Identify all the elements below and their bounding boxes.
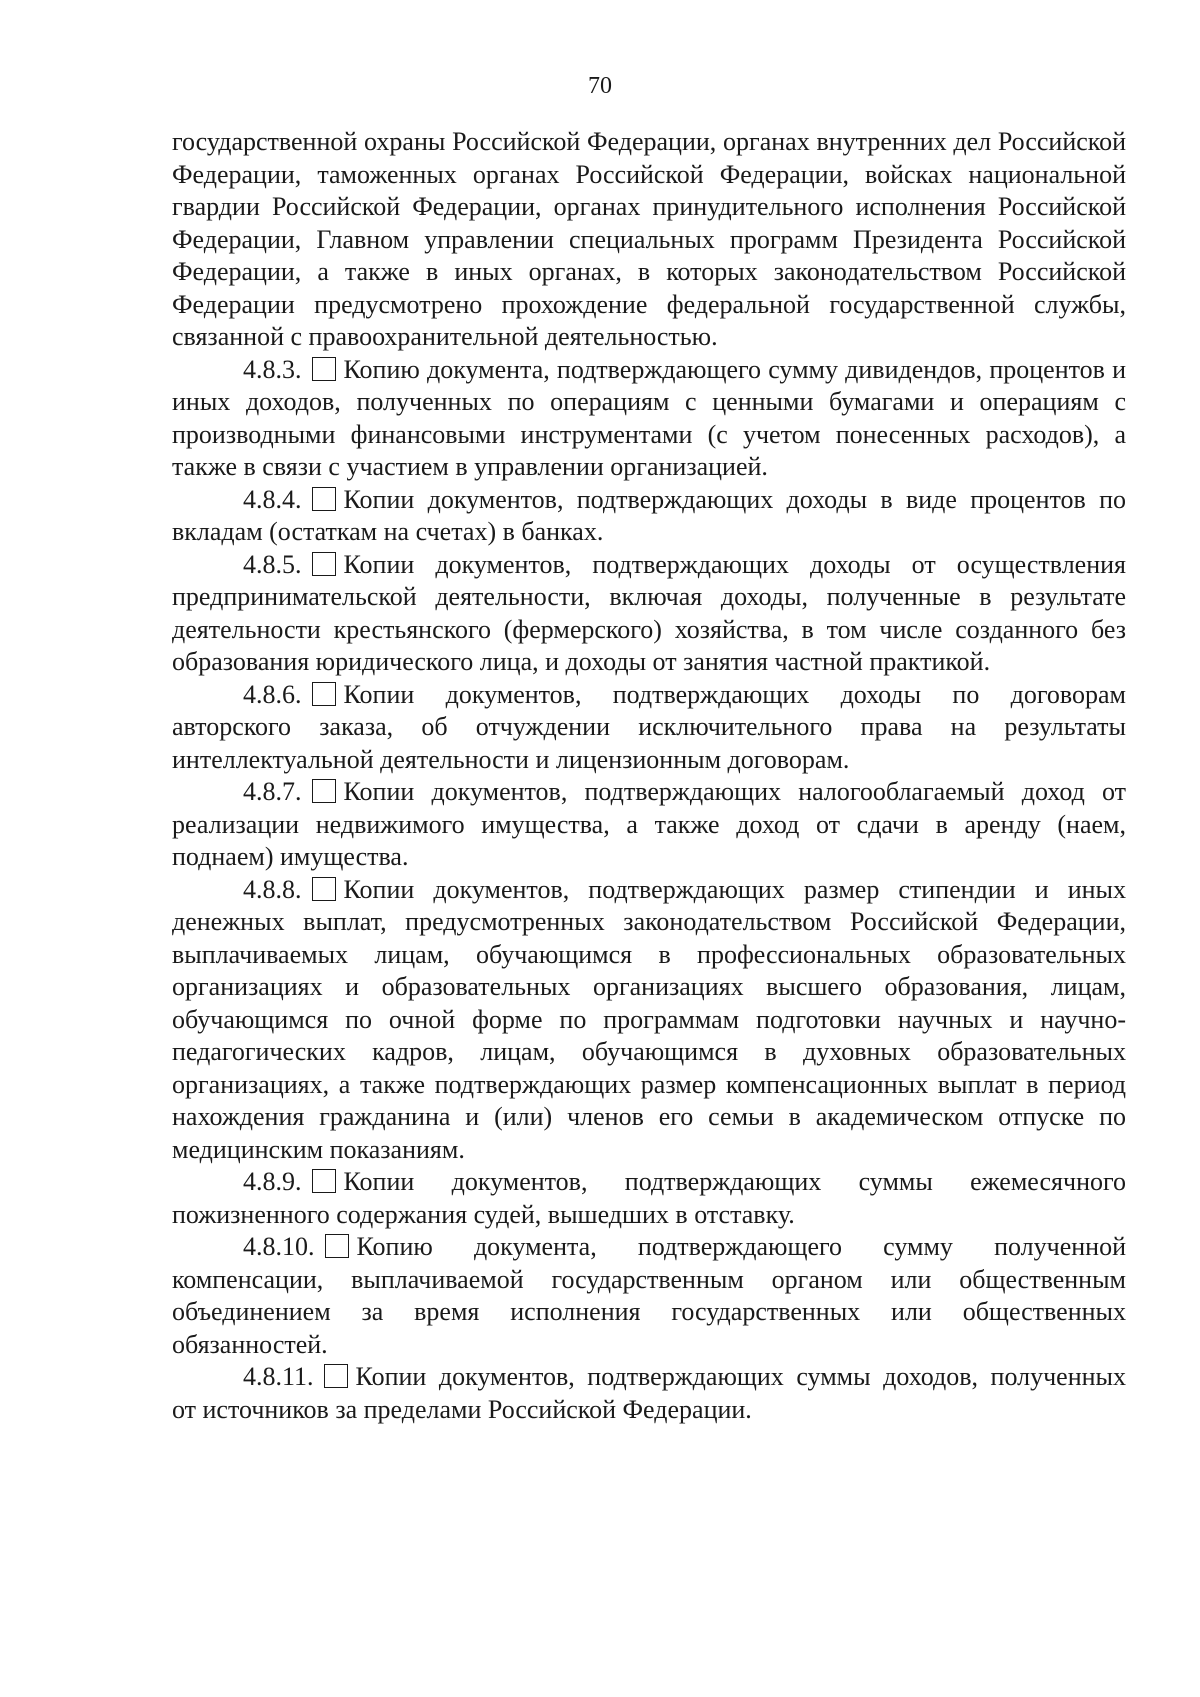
item-text: Копии документов, подтверждающих суммы доходов, полученных от источников за пределами Российской Федерации. (172, 1362, 1126, 1424)
checkbox[interactable] (312, 357, 336, 381)
item-number: 4.8.6. (243, 679, 302, 709)
item-text: Копии документов, подтверждающих размер стипендии и иных денежных выплат, предусмотренных законодательством Российской Федерации, выплачиваемых лицам, обучающимся в профессиональных образовательных организациях и образовательных организациях высшего образования, лицам, обучающимся по очной форме по программам подготовки научных и научно-педагогических кадров, лицам, обучающимся в духовных образовательных организациях, а также подтверждающих размер компенсационных выплат в период нахождения гражданина и (или) членов его семьи в академическом отпуске по медицинским показаниям. (172, 874, 1126, 1164)
item-text: Копии документов, подтверждающих доходы по договорам авторского заказа, об отчуждении исключительного права на результаты интеллектуальной деятельности и лицензионным договорам. (172, 679, 1126, 774)
checkbox[interactable] (312, 682, 336, 706)
checkbox[interactable] (312, 779, 336, 803)
item-4-8-5 (172, 549, 1126, 679)
item-4-8-10 (172, 1231, 1126, 1361)
item-number: 4.8.7. (243, 777, 302, 806)
item-number: 4.8.3. (243, 354, 302, 384)
item-number: 4.8.11. (243, 1362, 314, 1391)
checkbox[interactable] (324, 1364, 348, 1388)
item-number: 4.8.10. (243, 1232, 315, 1261)
item-4-8-7 (172, 776, 1126, 874)
item-text: Копии документов, подтверждающих доходы от осуществления предпринимательской деятельности, включая доходы, полученные в результате деятельности крестьянского (фермерского) хозяйства, в том числе созданного без образования юридического лица, и доходы от занятия частной практикой. (172, 549, 1126, 676)
item-number: 4.8.9. (243, 1167, 302, 1196)
item-number: 4.8.5. (243, 549, 302, 579)
checkbox[interactable] (325, 1234, 349, 1258)
checkbox[interactable] (312, 1169, 336, 1193)
item-4-8-8 (172, 874, 1126, 1167)
item-4-8-9 (172, 1166, 1126, 1231)
item-text: Копии документов, подтверждающих доходы в виде процентов по вкладам (остаткам на счетах) в банках. (172, 484, 1126, 546)
item-text: Копию документа, подтверждающего сумму полученной компенсации, выплачиваемой государственным органом или общественным объединением за время исполнения государственных или общественных обязанностей. (172, 1232, 1126, 1359)
item-4-8-6 (172, 679, 1126, 777)
item-text: Копии документов, подтверждающих налогооблагаемый доход от реализации недвижимого имущества, а также доход от сдачи в аренду (наем, поднаем) имущества. (172, 777, 1126, 871)
item-4-8-11 (172, 1361, 1126, 1426)
checkbox[interactable] (312, 552, 336, 576)
item-text: Копию документа, подтверждающего сумму дивидендов, процентов и иных доходов, полученных по операциям с ценными бумагами и операциям с производными финансовыми инструментами (с учетом понесенных расходов), а также в связи с участием в управлении организацией. (172, 354, 1126, 481)
intro-paragraph: государственной охраны Российской Федерации, органах внутренних дел Российской Федерации, таможенных органах Российской Федерации, войсках национальной гвардии Российской Федерации, органах принудительного исполнения Российской Федерации, Главном управлении специальных программ Президента Российской Федерации, а также в иных органах, в которых законодательством Российской Федерации предусмотрено прохождение федеральной государственной службы, связанной с правоохранительной деятельностью. (172, 127, 1126, 351)
item-number: 4.8.8. (243, 874, 302, 904)
item-number: 4.8.4. (243, 484, 302, 514)
page-number: 70 (588, 73, 612, 99)
document-body (172, 126, 1126, 1426)
item-4-8-4 (172, 484, 1126, 549)
checkbox[interactable] (312, 877, 336, 901)
checkbox[interactable] (312, 487, 336, 511)
item-text: Копии документов, подтверждающих суммы ежемесячного пожизненного содержания судей, вышедших в отставку. (172, 1167, 1126, 1229)
item-4-8-3 (172, 354, 1126, 484)
